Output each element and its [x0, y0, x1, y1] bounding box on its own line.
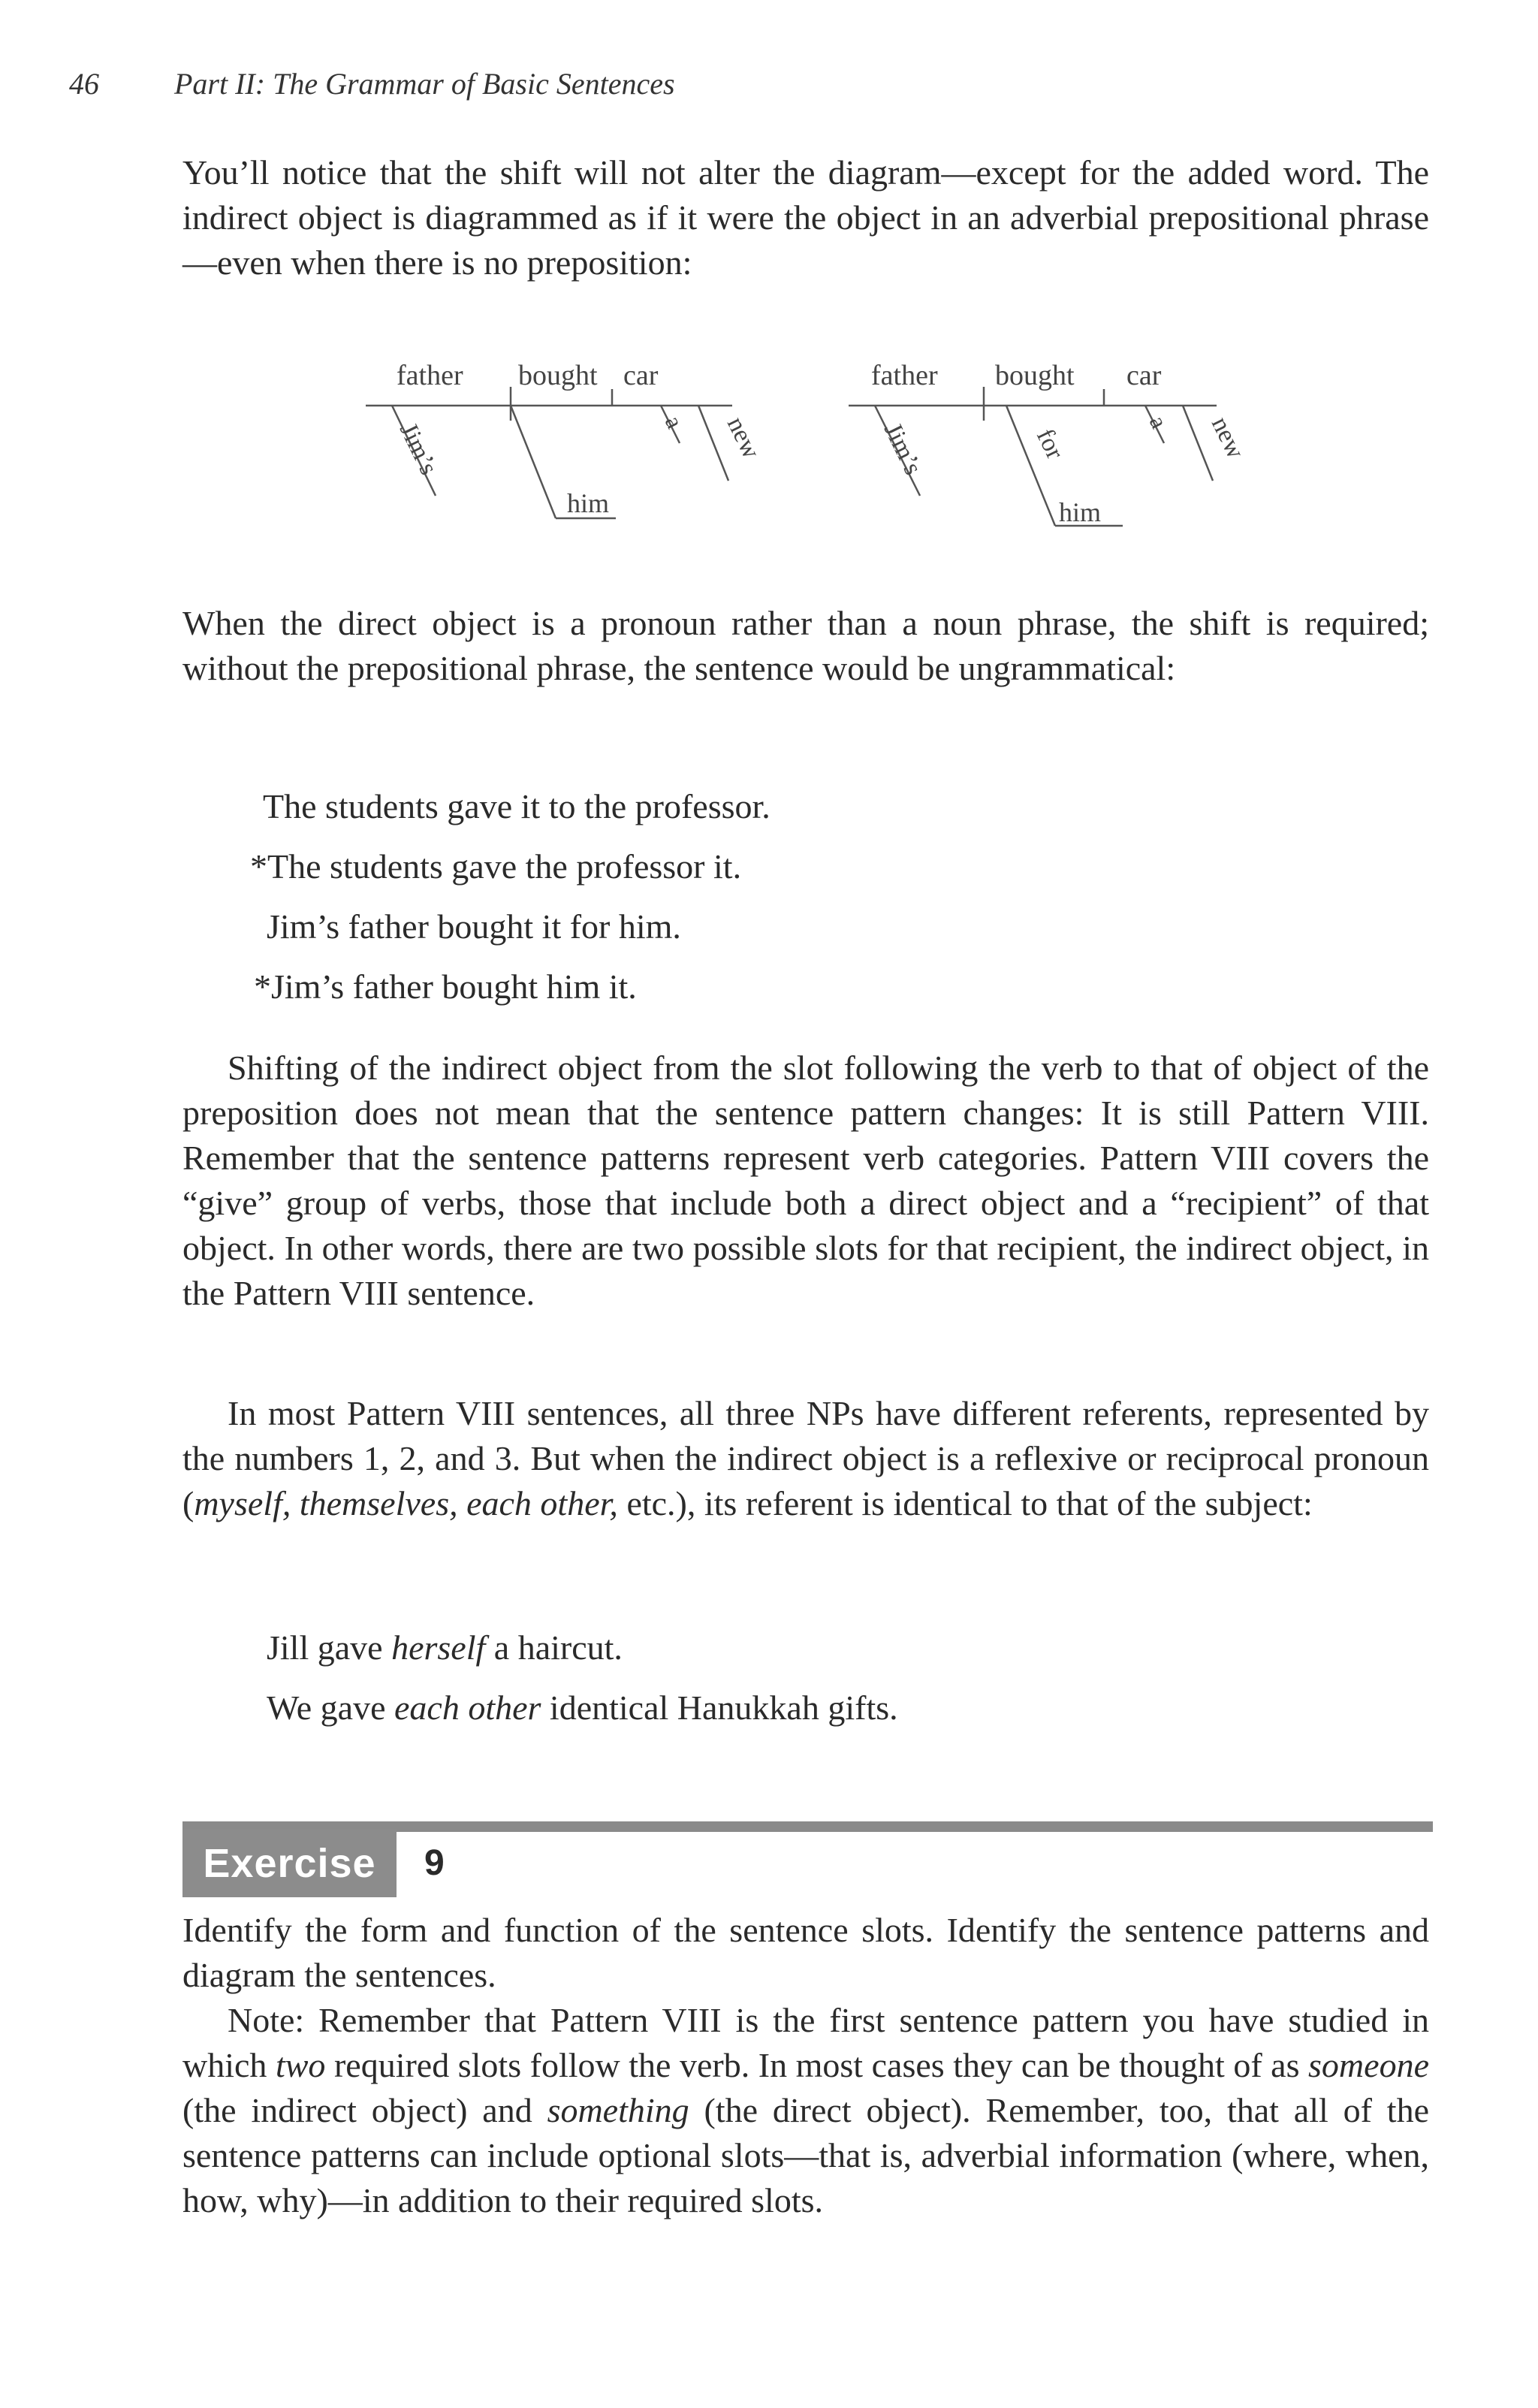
p4-italic: myself, themselves, each other,	[194, 1484, 618, 1522]
exercise-instruction: Identify the form and function of the sentence slots. Identify the sentence patterns and diagram the sentences.	[182, 1911, 1429, 1994]
ex5-italic: herself	[391, 1628, 486, 1667]
example-1: The students gave it to the professor.	[263, 787, 771, 825]
d1-subject: father	[397, 360, 463, 391]
note-italic-1: two	[275, 2046, 326, 2084]
d1-verb: bought	[518, 360, 598, 391]
running-title: Part II: The Grammar of Basic Sentences	[174, 67, 675, 101]
d2-object: car	[1126, 360, 1162, 391]
d2-mod-new: new	[1205, 412, 1250, 463]
page-number: 46	[69, 67, 99, 101]
d1-mod-a: a	[659, 411, 689, 433]
paragraph-2: When the direct object is a pronoun rather than a noun phrase, the shift is required; without the prepositional phrase, the sentence would be ungrammatical:	[182, 604, 1429, 687]
ex6-a: We gave	[267, 1688, 394, 1727]
note-c: (the indirect object) and	[182, 2091, 547, 2129]
paragraph-3: Shifting of the indirect object from the slot following the verb to that of object of the preposition does not mean that the sentence pattern changes: It is still Pattern VIII. Remember that the sentence patterns represent verb categories. Pattern VIII covers the “give” group of verbs, those that include both a direct object and a “recipient” of that object. In other words, there are two possible slots for that recipient, the indirect object, in the Pattern VIII sentence.	[182, 1049, 1429, 1312]
sentence-diagrams	[0, 0, 1538, 541]
example-5	[267, 1625, 623, 1670]
paragraph-4	[182, 1391, 1429, 1526]
p4-text-a: In most Pattern VIII sentences, all three NPs have different referents, represented by the numbers 1, 2, and 3. But when the indirect object is a reflexive or reciprocal pronoun (	[182, 1394, 1429, 1522]
ex5-a: Jill gave	[267, 1628, 392, 1667]
ex5-b: a haircut.	[485, 1628, 623, 1667]
note-d: (the direct object). Remember, too, that all of the sentence patterns can include optional slots—that is, adverbial information (where, when, how, why)—in addition to their required slots.	[182, 2091, 1430, 2219]
example-2: *The students gave the professor it.	[250, 847, 742, 886]
d1-mod-new: new	[721, 412, 765, 463]
ex6-b: identical Hanukkah gifts.	[541, 1688, 898, 1727]
d2-prep-object: him	[1059, 497, 1102, 527]
exercise-label: Exercise	[182, 1830, 397, 1897]
d2-mod-a: a	[1144, 411, 1174, 433]
note-a: Note: Remember that Pattern VIII is the first sentence pattern you have studied in which	[182, 2001, 1429, 2084]
note-b: required slots follow the verb. In most cases they can be thought of as	[325, 2046, 1309, 2084]
ex6-italic: each other	[394, 1688, 541, 1727]
exercise-note	[182, 1998, 1429, 2223]
d1-indirect: him	[567, 488, 610, 518]
example-6	[267, 1685, 898, 1731]
p4-text-b: etc.), its referent is identical to that of the subject:	[617, 1484, 1313, 1522]
exercise-number: 9	[424, 1843, 445, 1883]
paragraph-1: You’ll notice that the shift will not alter the diagram—except for the added word. The indirect object is diagrammed as if it were the object in an adverbial prepositional phrase—even when there is no preposition:	[182, 153, 1429, 282]
note-italic-2: someone	[1308, 2046, 1429, 2084]
d2-prep: for	[1030, 424, 1069, 464]
d1-object: car	[623, 360, 659, 391]
example-4: *Jim’s father bought him it.	[254, 967, 637, 1006]
d2-verb: bought	[995, 360, 1075, 391]
d1-mod-jims: Jim’s	[394, 418, 443, 480]
d2-subject: father	[871, 360, 938, 391]
d2-mod-jims: Jim’s	[878, 418, 927, 480]
example-3: Jim’s father bought it for him.	[267, 907, 681, 946]
note-italic-3: something	[547, 2091, 689, 2129]
